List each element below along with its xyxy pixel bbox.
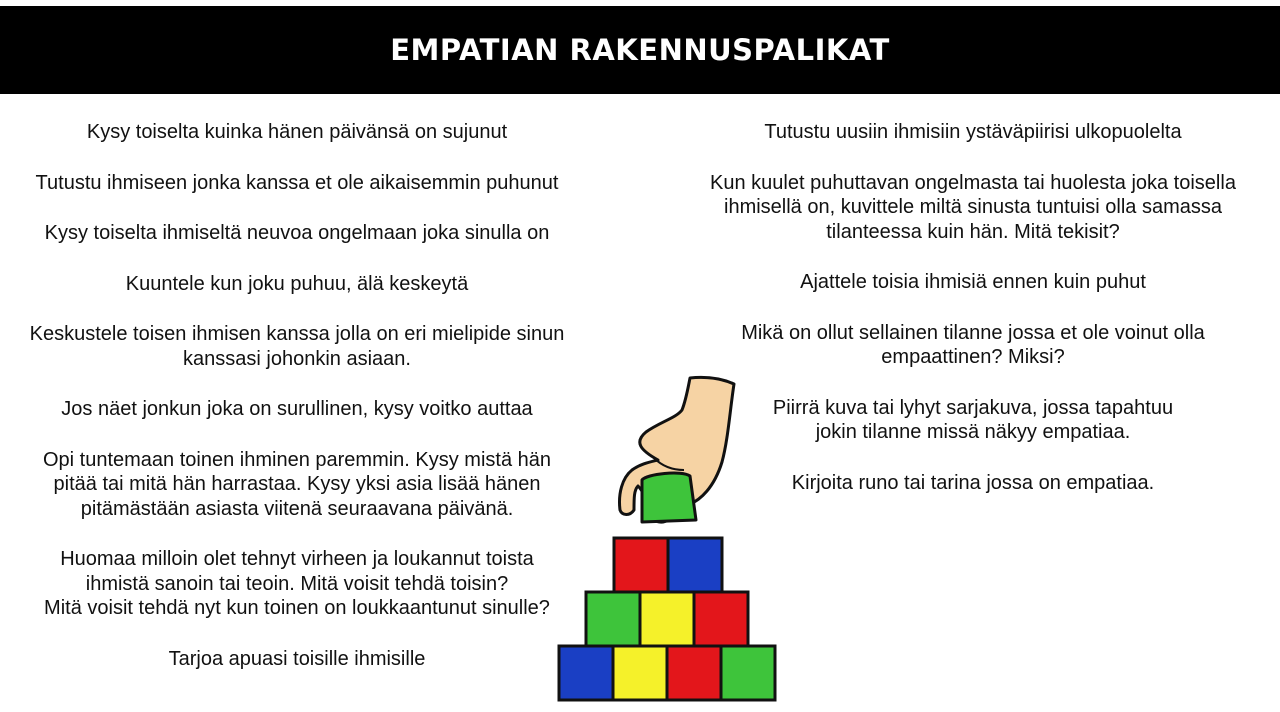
right-item: Ajattele toisia ihmisiä ennen kuin puhut <box>800 271 1146 293</box>
left-item: Kuuntele kun joku puhuu, älä keskeytä <box>125 272 469 295</box>
right-item: Piirrä kuva tai lyhyt sarjakuva, jossa tapahtuu jokin tilanne missä näkyy empatiaa. <box>772 396 1174 443</box>
left-item: Keskustele toisen ihmisen kanssa jolla on eri mielipide sinun kanssasi johonkin asiaan. <box>29 323 565 370</box>
hand-stacking-blocks-icon <box>550 370 790 707</box>
block-red <box>614 538 668 592</box>
right-item: Kun kuulet puhuttavan ongelmasta tai huolesta joka toisella ihmisellä on, kuvittele miltä sinusta tuntuisi olla samassa tilanteessa kuin hän. Mitä tekisit? <box>710 171 1236 243</box>
title-banner <box>0 6 1280 94</box>
left-item: Kysy toiselta kuinka hänen päivänsä on sujunut <box>86 121 508 143</box>
block-blue <box>668 538 722 592</box>
left-item: Tarjoa apuasi toisille ihmisille <box>168 647 426 670</box>
block-blue <box>559 646 613 700</box>
left-item: Huomaa milloin olet tehnyt virheen ja loukannut toista ihmistä sanoin tai teoin. Mitä voisit tehdä toisin? Mitä voisit tehdä nyt kun toinen on loukkaantunut sinulle? <box>44 548 550 619</box>
held-block <box>642 473 696 522</box>
block-yellow <box>640 592 694 646</box>
blocks-illustration <box>550 370 790 707</box>
left-item: Opi tuntemaan toinen ihminen paremmin. Kysy mistä hän pitää tai mitä hän harrastaa. Kysy yksi asia lisää hänen pitämästään asiasta viitenä seuraavana päivänä. <box>42 448 552 520</box>
left-column <box>0 120 594 697</box>
right-item: Mikä on ollut sellainen tilanne jossa et ole voinut olla empaattinen? Miksi? <box>741 321 1205 368</box>
right-item: Kirjoita runo tai tarina jossa on empatiaa. <box>791 471 1155 494</box>
block-green <box>586 592 640 646</box>
page-title: EMPATIAN RAKENNUSPALIKAT <box>390 33 890 67</box>
block-green <box>721 646 775 700</box>
right-item: Tutustu uusiin ihmisiin ystäväpiirisi ulkopuolelta <box>764 121 1182 143</box>
left-item: Kysy toiselta ihmiseltä neuvoa ongelmaan joka sinulla on <box>44 222 550 244</box>
block-red <box>667 646 721 700</box>
block-yellow <box>613 646 667 700</box>
left-item: Jos näet jonkun joka on surullinen, kysy voitko auttaa <box>61 398 533 420</box>
block-red <box>694 592 748 646</box>
left-item: Tutustu ihmiseen jonka kanssa et ole aikaisemmin puhunut <box>35 171 559 194</box>
